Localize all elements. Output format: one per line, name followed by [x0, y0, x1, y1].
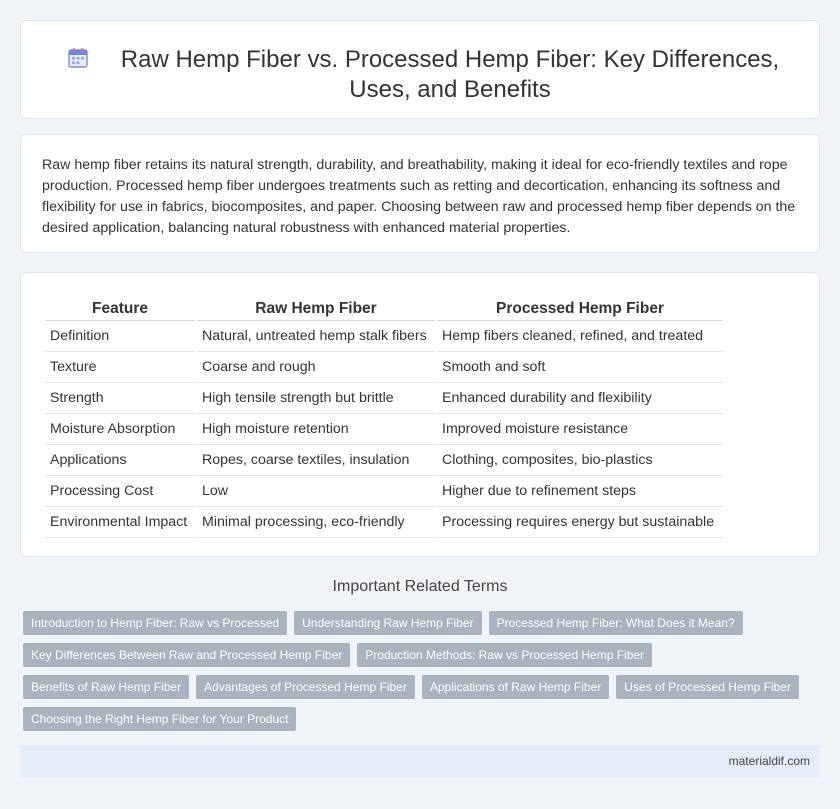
related-term-tag[interactable]: Introduction to Hemp Fiber: Raw vs Processed — [23, 611, 287, 635]
table-cell: Hemp fibers cleaned, refined, and treated — [437, 321, 723, 352]
table-cell: Enhanced durability and flexibility — [437, 383, 723, 414]
table-cell: Smooth and soft — [437, 352, 723, 383]
table-cell: Environmental Impact — [45, 507, 195, 538]
column-header: Processed Hemp Fiber — [437, 297, 723, 321]
footer — [20, 745, 820, 778]
table-header-row — [45, 297, 723, 321]
related-term-tag[interactable]: Understanding Raw Hemp Fiber — [294, 611, 481, 635]
table-cell: Applications — [45, 445, 195, 476]
page-title: Raw Hemp Fiber vs. Processed Hemp Fiber: Key Differences, Uses, and Benefits — [120, 46, 780, 103]
table-row — [45, 476, 723, 507]
table-row — [45, 383, 723, 414]
table-cell: Moisture Absorption — [45, 414, 195, 445]
table-cell: Definition — [45, 321, 195, 352]
calendar-icon — [67, 47, 89, 69]
related-term-tag[interactable]: Benefits of Raw Hemp Fiber — [23, 675, 189, 699]
intro-card — [20, 134, 820, 253]
related-term-tag[interactable]: Advantages of Processed Hemp Fiber — [196, 675, 415, 699]
table-cell: Natural, untreated hemp stalk fibers — [197, 321, 435, 352]
header-card — [20, 20, 820, 119]
site-link[interactable]: materialdif.com — [728, 754, 810, 768]
table-cell: Processing requires energy but sustainable — [437, 507, 723, 538]
table-row — [45, 445, 723, 476]
table-cell: High tensile strength but brittle — [197, 383, 435, 414]
column-header: Raw Hemp Fiber — [197, 297, 435, 321]
comparison-table — [43, 297, 725, 538]
table-cell: Coarse and rough — [197, 352, 435, 383]
related-terms-heading: Important Related Terms — [332, 578, 508, 595]
table-row — [45, 507, 723, 538]
related-term-tag[interactable]: Applications of Raw Hemp Fiber — [422, 675, 609, 699]
table-cell: Higher due to refinement steps — [437, 476, 723, 507]
table-cell: Ropes, coarse textiles, insulation — [197, 445, 435, 476]
column-header: Feature — [45, 297, 195, 321]
table-cell: High moisture retention — [197, 414, 435, 445]
table-cell: Processing Cost — [45, 476, 195, 507]
related-term-tag[interactable]: Uses of Processed Hemp Fiber — [616, 675, 799, 699]
related-term-tag[interactable]: Production Methods: Raw vs Processed Hemp Fiber — [357, 643, 652, 667]
table-row — [45, 352, 723, 383]
table-cell: Minimal processing, eco-friendly — [197, 507, 435, 538]
comparison-card — [20, 272, 820, 557]
related-term-tag[interactable]: Processed Hemp Fiber: What Does it Mean? — [489, 611, 743, 635]
table-cell: Improved moisture resistance — [437, 414, 723, 445]
table-cell: Low — [197, 476, 435, 507]
related-term-tag[interactable]: Key Differences Between Raw and Processed Hemp Fiber — [23, 643, 350, 667]
table-cell: Clothing, composites, bio-plastics — [437, 445, 723, 476]
intro-paragraph: Raw hemp fiber retains its natural strength, durability, and breathability, making it ideal for eco-friendly textiles and rope production. Processed hemp fiber undergoes treatments such as retting and decortication, enhancing its softness and flexibility for use in fabrics, biocomposites, and paper. Choosing between raw and processed hemp fiber depends on the desired application, balancing natural robustness with enhanced material properties. — [42, 157, 796, 236]
related-terms-list — [23, 611, 823, 731]
table-cell: Strength — [45, 383, 195, 414]
table-row — [45, 321, 723, 352]
table-row — [45, 414, 723, 445]
table-cell: Texture — [45, 352, 195, 383]
related-term-tag[interactable]: Choosing the Right Hemp Fiber for Your Product — [23, 707, 296, 731]
